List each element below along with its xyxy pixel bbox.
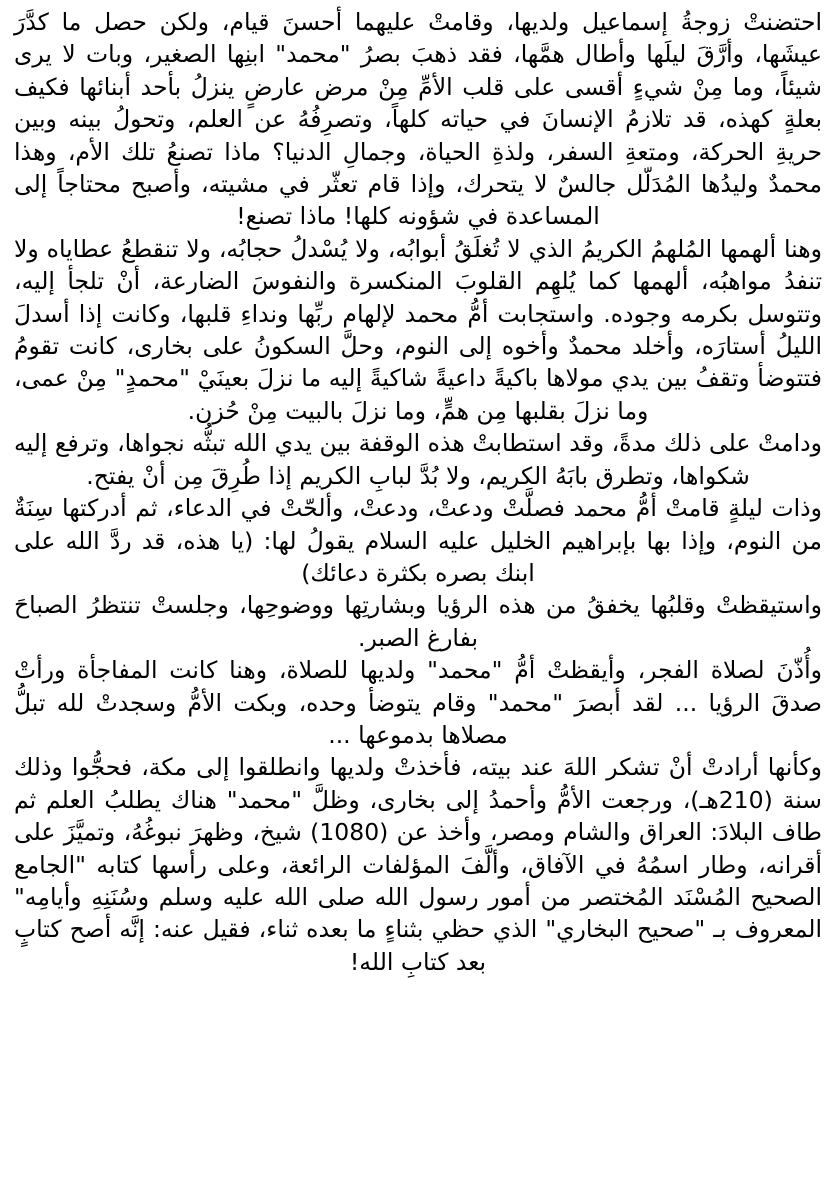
paragraph-hajj-and-sahih: وكأنها أرادتْ أنْ تشكر اللهَ عند بيته، فأخذتْ ولديها وانطلقوا إلى مكة، فحجُّوا وذلك سنة (210هـ)، ورجعت الأمُّ وأحمدُ إلى بخارى، وظلَّ "محمد" هناك يطلبُ العلم ثم طاف البلادَ: العراق والشام ومصر، وأخذ عن (1080) شيخ، وظهرَ نبوغُهُ، وتميَّزَ على أقرانه، وطار اسمُهُ في الآفاق، وألَّفَ المؤلفات الرائعة، وعلى رأسها كتابه "الجامع الصحيح المُسْنَد المُختصر من أمور رسول الله صلى الله عليه وسلم وسُنَنِهِ وأيامِه" المعروف بـ "صحيح البخاري" الذي حظي بثناءٍ ما بعده ثناء، فقيل عنه: إنَّه أصح كتابٍ بعد كتابِ الله! [14, 753, 822, 976]
paragraph-dream-night: وذات ليلةٍ قامتْ أمُّ محمد فصلَّتْ ودعتْ، ودعتْ، وألحّتْ في الدعاء، ثم أدركتها سِنَةٌ من النوم، وإذا بها بإبراهيم الخليل عليه السلام يقولُ لها: (يا هذه، قد ردَّ الله على ابنك بصره بكثرة دعائك) [14, 494, 822, 587]
paragraph-mother-prayer: وهنا ألهمها المُلهمُ الكريمُ الذي لا تُغلَقُ أبوابُه، ولا يُسْدلُ حجابُه، ولا تنقطعُ عطاياه ولا تنفدُ مواهبُه، ألهمها كما يُلهِم القلوبَ المنكسرة والنفوسَ الضارعة، أنْ تلجأ إليه، وتتوسل بكرمه وجوده. واستجابت أمُّ محمد لإلهام ربِّها ونداءِ قلبها، وكانت إذا أسدلَ الليلُ أستارَه، وأخلد محمدٌ وأخوه إلى النوم، وحلَّ السكونُ على بخارى، كانت تقومُ فتتوضأ وتقفُ بين يدي مولاها باكيةً داعيةً شاكيةً إليه ما نزلَ بعينَيْ "محمدٍ" مِنْ عمى، وما نزلَ بقلبها مِن همٍّ، وما نزلَ بالبيت مِنْ حُزن. [14, 234, 822, 425]
paragraph-continued-supplication: ودامتْ على ذلك مدةً، وقد استطابتْ هذه الوقفة بين يدي الله تبثُّه نجواها، وترفع إليه شكواها، وتطرق بابَهُ الكريم، ولا بُدَّ لبابِ الكريم إذا طُرِقَ مِن أنْ يفتح. [14, 429, 822, 490]
paragraph-awakening: واستيقظتْ وقلبُها يخفقُ من هذه الرؤيا وبشارتِها ووضوحِها، وجلستْ تنتظرُ الصباحَ بفارغ الصبر. [14, 591, 822, 652]
paragraph-son-blindness: احتضنتْ زوجةُ إسماعيل ولديها، وقامتْ عليهما أحسنَ قيام، ولكن حصل ما كدَّرَ عيشَها، وأرَّقَ ليلَها وأطال همَّها، فقد ذهبَ بصرُ "محمد" ابنِها الصغير، وبات لا يرى شيئاً، وما مِنْ شيءٍ أقسى على قلب الأمِّ مِنْ مرض عارضٍ ينزلُ بأحد أبنائها فكيف بعلةٍ كهذه، قد تلازمُ الإنسانَ في حياته كلهاً، وتصرِفُهُ عن العلم، وتحولُ بينه وبين حريةِ الحركة، ومتعةِ السفر، ولذةِ الحياة، وجمالِ الدنيا؟ ماذا تصنعُ تلك الأم، وهذا محمدٌ وليدُها المُدَلّل جالسٌ لا يتحرك، وإذا قام تعثّر في مشيته، وأصبح محتاجاً إلى المساعدة في شؤونه كلها! ماذا تصنع! [14, 8, 822, 231]
paragraph-sight-restored: وأُذّنَ لصلاة الفجر، وأيقظتْ أمُّ "محمد" ولديها للصلاة، وهنا كانت المفاجأة ورأتْ صدقَ الرؤيا ... لقد أبصرَ "محمد" وقام يتوضأ وحده، وبكت الأمُّ وسجدتْ لله تبلُّ مصلاها بدموعها ... [14, 656, 822, 749]
